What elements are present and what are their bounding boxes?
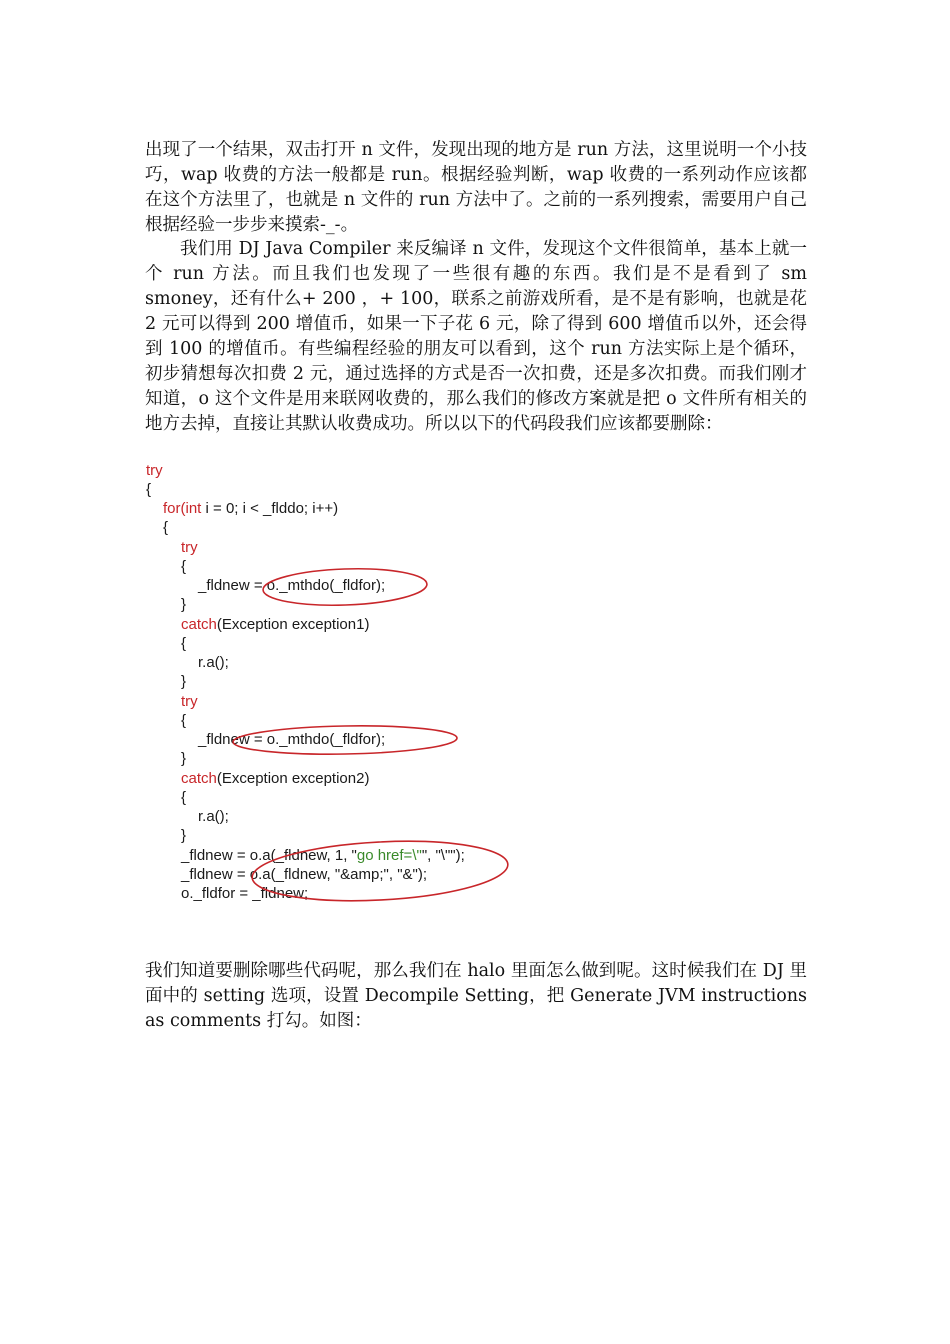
code-keyword: catch xyxy=(181,616,217,633)
code-line: { xyxy=(181,789,187,806)
code-line xyxy=(181,616,369,633)
code-line: try xyxy=(181,539,198,556)
code-text: ", "\""); xyxy=(421,847,465,864)
code-string: go href=\" xyxy=(356,847,422,864)
code-line: } xyxy=(181,827,187,844)
code-screenshot xyxy=(140,458,520,910)
code-line xyxy=(181,770,369,787)
code-text: i = 0; i < _flddo; i++) xyxy=(201,500,339,517)
code-line: r.a(); xyxy=(198,654,229,671)
code-line: { xyxy=(163,519,169,536)
code-line: _fldnew = o._mthdo(_fldfor); xyxy=(198,577,386,594)
code-line: { xyxy=(181,635,187,652)
code-line: } xyxy=(181,673,187,690)
code-line: _fldnew = o.a(_fldnew, "&amp;", "&"); xyxy=(181,866,428,883)
code-line: try xyxy=(146,462,163,479)
code-line: } xyxy=(181,750,187,767)
code-keyword: catch xyxy=(181,770,217,787)
code-line: { xyxy=(146,481,152,498)
code-line xyxy=(180,847,465,864)
code-keyword: for(int xyxy=(163,500,202,517)
code-line xyxy=(163,500,338,517)
code-line: { xyxy=(181,558,187,575)
code-text: (Exception exception2) xyxy=(216,770,370,787)
code-line: try xyxy=(181,693,198,710)
code-line: o._fldfor = _fldnew; xyxy=(181,885,309,902)
paragraph-intro: 出现了一个结果，双击打开 n 文件，发现出现的地方是 run 方法，这里说明一个小技巧，wap 收费的方法一般都是 run。根据经验判断，wap 收费的一系列动作应该都在这个方法里了，也就是 n 文件的 run 方法中了。之前的一系列搜索，需要用户自己根据经验一步步来摸索-_-。 xyxy=(145,140,807,235)
code-text: (Exception exception1) xyxy=(216,616,370,633)
code-line: _fldnew = o._mthdo(_fldfor); xyxy=(198,731,386,748)
code-line: } xyxy=(181,596,187,613)
code-line: r.a(); xyxy=(198,808,229,825)
code-text: _fldnew = o.a(_fldnew, 1, " xyxy=(181,847,357,864)
paragraph-settings: 我们知道要删除哪些代码呢，那么我们在 halo 里面怎么做到呢。这时候我们在 DJ 里面中的 setting 选项，设置 Decompile Setting，把 Generate JVM instructions as comments 打勾。如图： xyxy=(145,961,807,1031)
code-line: { xyxy=(181,712,187,729)
paragraph-analysis: 我们用 DJ Java Compiler 来反编译 n 文件，发现这个文件很简单，基本上就一个 run 方法。而且我们也发现了一些很有趣的东西。我们是不是看到了 sm smoney，还有什么+ 200 ，+ 100，联系之前游戏所看，是不是有影响，也就是花 2 元可以得到 200 增值币，如果一下子花 6 元，除了得到 600 增值币以外，还会得到 100 的增值币。有些编程经验的朋友可以看到，这个 run 方法实际上是个循环，初步猜想每次扣费 2 元，通过选择的方式是否一次扣费，还是多次扣费。而我们刚才知道，o 这个文件是用来联网收费的，那么我们的修改方案就是把 o 文件所有相关的地方去掉，直接让其默认收费成功。所以以下的代码段我们应该都要删除： xyxy=(145,239,807,434)
